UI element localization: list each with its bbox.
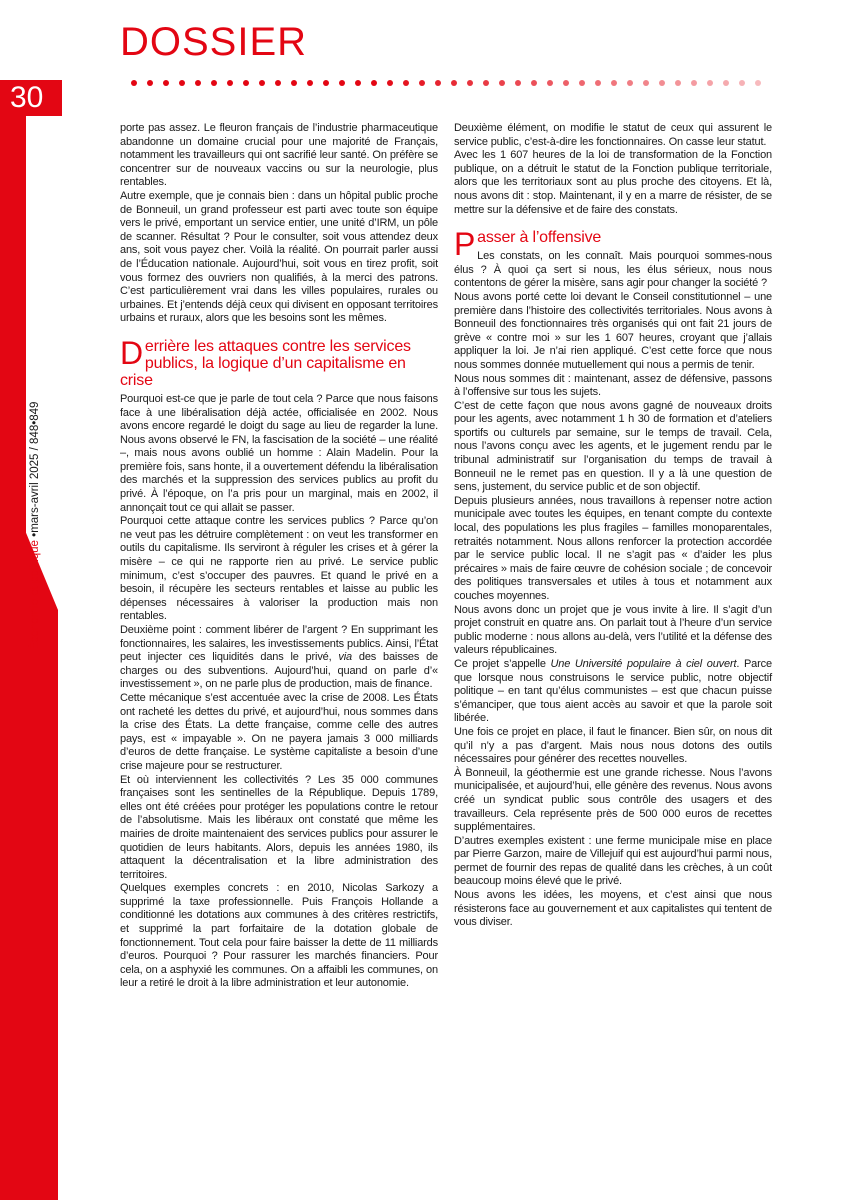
dot (275, 80, 281, 86)
dot (419, 80, 425, 86)
paragraph: Avec les 1 607 heures de la loi de transformation de la Fonction publique, on a détruit le statut de la Fonction publique territoriale, alors que les territoriaux sont au plus proche des citoyens. Et là, nous avons dit : stop. Maintenant, il y en a marre de résister, de se mettre sur la défensive et de faire des constats. (454, 149, 772, 216)
text-run: des baisses de charges ou des subventions. Aujourd’hui, quand on parle d’« investissement », on ne parle plus de production, mais de finance. (120, 651, 439, 691)
paragraph: Et où interviennent les collectivités ? Les 35 000 communes françaises sont les sentinelles de la République. Depuis 1789, elles ont été créées pour protéger les populations contre le retour de l’absolutisme. Mais les libéraux ont constaté que même les mairies de droite maintenaient des services publics pour assurer le quotidien de leurs habitants. Alors, depuis les années 1980, ils attaquent la décentralisation et la libre administration des territoires. (120, 773, 438, 881)
dot (243, 80, 249, 86)
paragraph: Cette mécanique s’est accentuée avec la crise de 2008. Les États ont racheté les dettes du privé, et aujourd’hui, nous sommes dans la crise des États. La dette française, comme celle des autres pays, est « impayable ». On ne payera jamais 3 000 milliards d’euros de dette française. Le système capitaliste a besoin d’une crise majeure pour se restructurer. (120, 691, 438, 772)
dot (755, 80, 761, 86)
subheading (120, 334, 438, 389)
dot (291, 80, 297, 86)
paragraph: Nous avons donc un projet que je vous invite à lire. Il s’agit d’un projet construit en quatre ans. On parlait tout à l’heure d’un service public moderne : nous allons au-delà, vers l’utilité et la défense des valeurs républicaines. (454, 603, 772, 657)
dot (739, 80, 745, 86)
dot (179, 80, 185, 86)
dot (339, 80, 345, 86)
dot (515, 80, 521, 86)
dotted-rule (130, 79, 770, 87)
paragraph (454, 658, 772, 726)
paragraph: Nous avons les idées, les moyens, et c’est ainsi que nous résisterons face au gouvernement et aux capitalistes qui tentent de vous diviser. (454, 889, 772, 929)
text-run: Ce projet s’appelle (454, 657, 551, 670)
page-number: 30 (10, 81, 44, 114)
dot (483, 80, 489, 86)
paragraph: Pourquoi est-ce que je parle de tout cela ? Parce que nous faisons face à une libéralisation déjà actée, officialisée en 2002. Nous avons encore regardé le doigt du sage au lieu de regarder la lune. Nous avons observé le FN, la fascisation de la société – une réalité –, mais nous avons oublié un homme : Alain Madelin. Pour la première fois, sans honte, il a ouvertement défendu la libéralisation des marchés et la suppression des services publics au profit du privé. À l’époque, on l’a pris pour un marginal, mais en 2002, il annonçait tout ce qui allait se passer. (120, 392, 438, 514)
paragraph: Quelques exemples concrets : en 2010, Nicolas Sarkozy a supprimé la taxe professionnelle. Puis François Hollande a conditionné les dotations aux communes à des critères restrictifs, et supprimé la part forfaitaire de la dotation globale de fonctionnement. Tout cela pour faire baisser la dette de 11 milliards d’euros. Pourquoi ? Pour rassurer les marchés financiers. Pour cela, on a asphyxié les communes. On a affaibli les communes, on leur a retiré le droit à la libre administration et leur autonomie. (120, 882, 438, 990)
left-band-body (0, 610, 58, 1200)
text-run: . Parce que lorsque nous construisons le service public, notre objectif politique – en tant qu’élus communistes – est que chacun puisse s’émanciper, que tous aient accès au savoir et que la parole soit libérée. (454, 657, 772, 725)
dot (627, 80, 633, 86)
dot (227, 80, 233, 86)
dot (435, 80, 441, 86)
left-column (120, 122, 438, 991)
dot (595, 80, 601, 86)
dot (675, 80, 681, 86)
drop-cap: P (454, 226, 476, 263)
text-run: Deuxième point : comment libérer de l’argent ? En supprimant les fonctionnaires, les salaires, les investissements publics. Ainsi, l’État peut injecter ces liquidités dans le privé, (120, 624, 438, 664)
subheading-text: errière les attaques contre les services publics, la logique d’un capitalisme en crise (120, 337, 411, 389)
italic-text: Une Université populaire à ciel ouvert (550, 657, 737, 670)
dot (163, 80, 169, 86)
dot (611, 80, 617, 86)
dot (579, 80, 585, 86)
dot (531, 80, 537, 86)
drop-cap: D (120, 334, 143, 371)
dot (563, 80, 569, 86)
section-title: DOSSIER (120, 20, 308, 64)
subheading (454, 226, 772, 263)
dot (323, 80, 329, 86)
paragraph: Nous nous sommes dit : maintenant, assez de défensive, passons à l’offensive sur tous les sujets. (454, 372, 772, 399)
paragraph: Une fois ce projet en place, il faut le financer. Bien sûr, on nous dit qu’il n’y a pas d’argent. Mais nous nous dotons des outils nécessaires pour générer des recettes nouvelles. (454, 725, 772, 766)
dot (387, 80, 393, 86)
subheading-text: asser à l’offensive (477, 229, 602, 247)
paragraph: Nous avons porté cette loi devant le Conseil constitutionnel – une première dans l’histoire des collectivités territoriales. Nous avons à Bonneuil des fonctionnaires très organisés qui ont fait 21 jours de grève « contre moi » sur les 1 607 heures, croyant que j’allais appliquer la loi. Je n’ai rien appliqué. C’est cette force que nous nous sommes donnée mutuellement qui nous a permis de tenir. (454, 290, 772, 371)
dot (403, 80, 409, 86)
dot (547, 80, 553, 86)
dot (723, 80, 729, 86)
paragraph: Depuis plusieurs années, nous travaillons à repenser notre action municipale avec toutes les équipes, en tenant compte du contexte local, des populations les plus fragiles – familles monoparentales, retraités notamment. Nous allons renforcer la protection accordée par le service public local. Il ne s’agit pas « d’aider les plus précaires » mais de faire œuvre de cohésion sociale ; de concevoir des politiques transversales et utiles à tous et notamment aux couches moyennes. (454, 494, 772, 602)
dot (307, 80, 313, 86)
dot (691, 80, 697, 86)
dot (707, 80, 713, 86)
dot (147, 80, 153, 86)
paragraph: Autre exemple, que je connais bien : dans un hôpital public proche de Bonneuil, un grand professeur est parti avec toute son équipe vers le privé, emportant un service entier, une unité d’IRM, un pôle de scanner. Résultat ? Pour le consulter, soit vous attendez deux ans, soit vous payez cher. Voilà la réalité. On pourrait parler aussi de l’Éducation nationale. Aujourd’hui, soit vous en tirez profit, soit vous formez des ouvriers non qualifiés, à la merci des patrons. C’est particulièrement vrai dans les villes populaires, rurales ou urbaines. Et j’entends déjà ceux qui divisent en opposant territoires urbains et ruraux, alors que les besoins sont les mêmes. (120, 189, 438, 325)
rubric-label: Économie et politique (29, 540, 41, 650)
paragraph: Pourquoi cette attaque contre les services publics ? Parce qu’on ne veut pas les détruire complètement : on veut les transformer en outils du capitalisme. Ils serviront à réguler les crises et à gérer la misère – ce qui ne rapporte rien au privé. Le service public minimum, c’est s’occuper des pauvres. Et quand le privé en a besoin, il récupère les secteurs rentables et laisse au public les dépenses nécessaires à valoriser la production mais non rentables. (120, 515, 438, 623)
dot (659, 80, 665, 86)
dot (371, 80, 377, 86)
italic-text: via (338, 651, 353, 664)
dot (259, 80, 265, 86)
dotted-rule-graphic (130, 79, 770, 87)
dot (643, 80, 649, 86)
issue-label: •mars-avril 2025 / 848•849 (29, 401, 41, 541)
paragraph (120, 624, 438, 692)
dot (499, 80, 505, 86)
dot (131, 80, 137, 86)
paragraph: D’autres exemples existent : une ferme municipale mise en place par Pierre Garzon, maire de Villejuif qui est aujourd’hui parmi nous, permet de fournir des repas de qualité dans les crèches, à un coût beaucoup moins élevé que le privé. (454, 834, 772, 888)
paragraph: Les constats, on les connaît. Mais pourquoi sommes-nous élus ? À quoi ça sert si nous, les élus sérieux, nous nous contentons de gérer la misère, sans agir pour changer la société ? (454, 250, 772, 290)
paragraph: À Bonneuil, la géothermie est une grande richesse. Nous l’avons municipalisée, et aujourd’hui, elle génère des revenus. Nous avons créé un syndicat public sous contrôle des usagers et des travailleurs. Cela représente près de 500 000 euros de recettes supplémentaires. (454, 766, 772, 834)
right-column (454, 122, 772, 930)
dot (355, 80, 361, 86)
dot (211, 80, 217, 86)
running-footer (28, 402, 42, 650)
paragraph: Deuxième élément, on modifie le statut de ceux qui assurent le service public, c’est-à-dire les fonctionnaires. On casse leur statut. (454, 122, 772, 148)
dot (195, 80, 201, 86)
paragraph: porte pas assez. Le fleuron français de l’industrie pharmaceutique abandonne un domaine crucial pour une majorité de Français, notamment les travailleurs qui ont sacrifié leur santé. On préfère se concentrer sur de nouveaux vaccins ou sur la neurologie, plus rentables. (120, 122, 438, 189)
paragraph: C’est de cette façon que nous avons gagné de nouveaux droits pour les agents, avec notamment 1 h 30 de formation et d’ateliers sportifs ou culturels par semaine, sur le temps de travail. Cela, nous l’avons conçu avec les agents, et le jugement rendu par le tribunal administratif sur l’organisation du temps de travail à Bonneuil ne le remet pas en question. Il y a là une question de sens, justement, du service public et de son objectif. (454, 399, 772, 494)
dot (467, 80, 473, 86)
dot (451, 80, 457, 86)
